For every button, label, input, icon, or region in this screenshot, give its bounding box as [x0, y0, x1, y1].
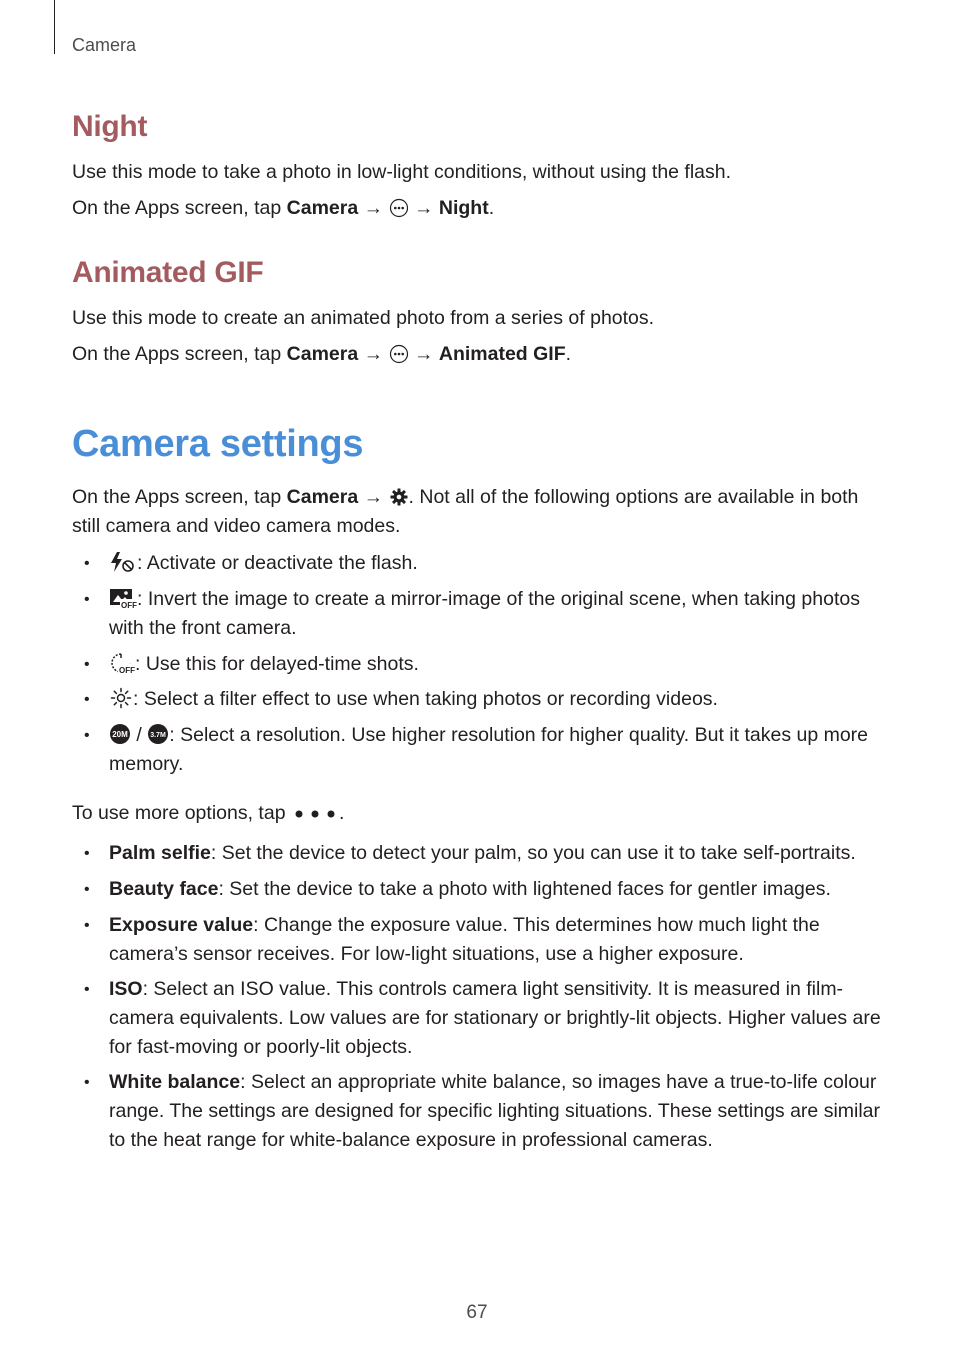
list-item-text [109, 721, 884, 779]
option-term: Beauty face [109, 878, 219, 900]
svg-text:OFF: OFF [121, 601, 137, 609]
list-item-text [109, 585, 884, 643]
bullet: • [84, 981, 90, 998]
animated-gif-path [72, 340, 571, 369]
more-options-icon [291, 802, 339, 822]
intro-prefix: On the Apps screen, tap [72, 486, 287, 508]
night-description: Use this mode to take a photo in low-light conditions, without using the flash. [72, 161, 732, 183]
item-text: : Select a resolution. Use higher resolution for higher quality. But it takes up more [169, 724, 869, 746]
option-desc-continued: for fast-moving or poorly-lit objects. [109, 1036, 413, 1058]
list-item-text [109, 875, 884, 904]
bullet: • [84, 691, 90, 708]
arrow: → [363, 197, 384, 219]
intro-rest: . Not all of the following options are available in both [408, 486, 859, 508]
option-desc-continued: to the heat range for white-balance exposure in professional cameras. [109, 1129, 713, 1151]
gear-icon [389, 487, 409, 507]
bullet: • [84, 845, 90, 862]
list-item-text [109, 685, 884, 714]
list-item-text [109, 839, 884, 868]
svg-text:OFF: OFF [119, 666, 135, 674]
option-term: Palm selfie [109, 842, 211, 864]
separator: / [131, 724, 148, 746]
path-prefix: On the Apps screen, tap [72, 197, 287, 219]
item-text-continued: memory. [109, 753, 184, 775]
mirror-off-icon [109, 587, 137, 609]
page-number: 67 [466, 1302, 488, 1323]
camera-settings-heading: Camera settings [72, 423, 364, 465]
header-rule [54, 0, 55, 54]
list-item-text [109, 549, 884, 578]
resolution-label-37m: 3.7M [150, 732, 167, 739]
animated-gif-description: Use this mode to create an animated photo from a series of photos. [72, 307, 655, 329]
option-desc: : Select an appropriate white balance, so images have a true-to-life colour [240, 1071, 877, 1093]
list-item-text [109, 1068, 884, 1155]
timer-off-icon [109, 652, 135, 674]
bullet: • [84, 1074, 90, 1091]
bullet: • [84, 917, 90, 934]
camera-settings-intro-line2: still camera and video camera modes. [72, 515, 401, 537]
bullet: • [84, 555, 90, 572]
period: . [565, 343, 572, 365]
filter-effect-icon [109, 687, 133, 709]
arrow: → [413, 197, 434, 219]
period: . [488, 197, 495, 219]
option-desc-continued: camera equivalents. Low values are for stationary or brightly-lit objects. Higher values are [109, 1007, 881, 1029]
path-camera: Camera [286, 197, 359, 219]
list-item-text [109, 975, 884, 1062]
arrow: → [363, 486, 384, 508]
option-term: ISO [109, 978, 143, 1000]
more-options-prefix: To use more options, tap [72, 802, 291, 824]
item-text-continued: with the front camera. [109, 617, 297, 639]
intro-camera: Camera [286, 486, 359, 508]
option-desc: : Change the exposure value. This determines how much light the [253, 914, 820, 936]
item-text: : Invert the image to create a mirror-image of the original scene, when taking photos [137, 588, 860, 610]
list-item-text [109, 650, 884, 679]
running-header: Camera [72, 35, 137, 55]
path-prefix: On the Apps screen, tap [72, 343, 287, 365]
option-desc: : Select an ISO value. This controls camera light sensitivity. It is measured in film- [142, 978, 844, 1000]
path-mode: Animated GIF [438, 343, 566, 365]
bullet: • [84, 727, 90, 744]
item-text: : Select a filter effect to use when taking photos or recording videos. [133, 688, 718, 710]
option-term: Exposure value [109, 914, 254, 936]
resolution-label-20m: 20M [112, 730, 128, 739]
list-item-text [109, 911, 884, 969]
bullet: • [84, 881, 90, 898]
item-text: : Activate or deactivate the flash. [137, 552, 418, 574]
more-options-suffix: . [338, 802, 345, 824]
night-path [72, 194, 494, 223]
night-heading: Night [72, 110, 148, 143]
arrow: → [363, 343, 384, 365]
flash-off-icon [109, 551, 137, 573]
item-text: : Use this for delayed-time shots. [135, 653, 419, 675]
animated-gif-heading: Animated GIF [72, 256, 264, 289]
resolution-icon [147, 723, 169, 745]
option-desc-continued: camera’s sensor receives. For low-light situations, use a higher exposure. [109, 943, 744, 965]
arrow: → [413, 343, 434, 365]
option-desc: : Set the device to take a photo with lightened faces for gentler images. [218, 878, 831, 900]
camera-settings-intro-line1 [72, 483, 858, 512]
path-camera: Camera [286, 343, 359, 365]
more-modes-icon [389, 344, 409, 364]
option-desc: : Set the device to detect your palm, so you can use it to take self-portraits. [210, 842, 856, 864]
resolution-icon [109, 723, 131, 745]
bullet: • [84, 656, 90, 673]
bullet: • [84, 591, 90, 608]
option-term: White balance [109, 1071, 241, 1093]
more-options-line [72, 799, 344, 828]
path-mode: Night [438, 197, 489, 219]
more-modes-icon [389, 198, 409, 218]
option-desc-continued: range. The settings are designed for specific lighting situations. These settings are similar [109, 1100, 881, 1122]
